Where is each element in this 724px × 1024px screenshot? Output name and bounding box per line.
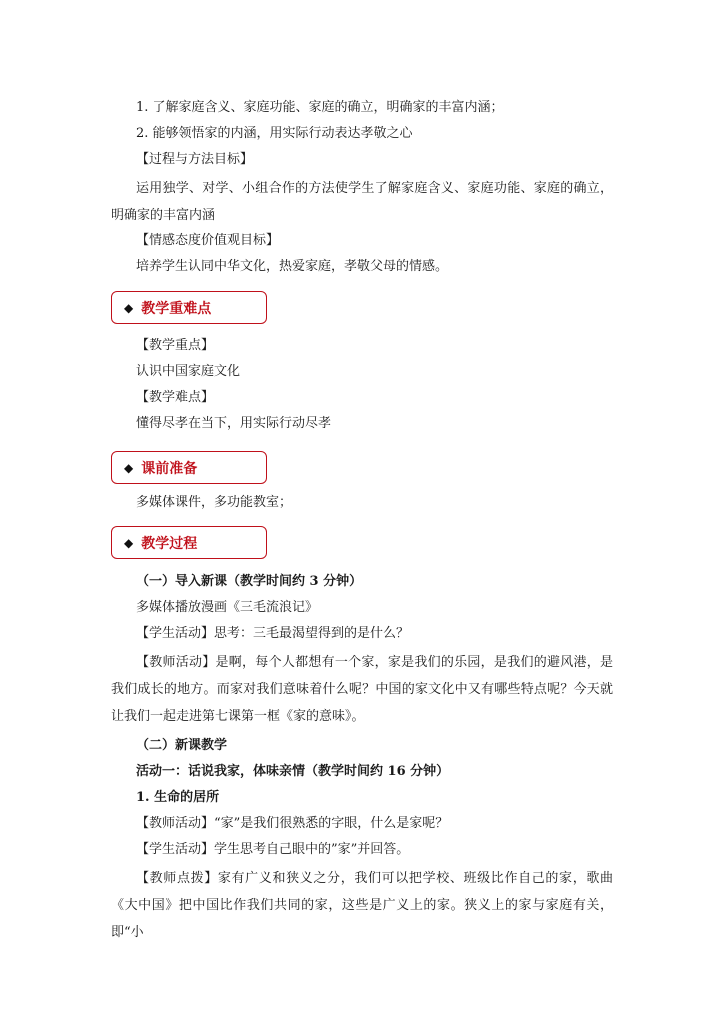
preparation-text: 多媒体课件，多功能教室； (136, 495, 293, 510)
section-header-preparation (111, 451, 267, 484)
subsection-1-title: 1. 生命的居所 (136, 790, 220, 805)
subsection-1-teacher: 【教师活动】“家”是我们很熟悉的字眼，什么是家呢？ (136, 816, 449, 831)
diamond-icon: ◆ (124, 300, 134, 315)
subsection-1-point: 【教师点拨】家有广义和狭义之分，我们可以把学校、班级比作自己的家，歌曲《大中国》把中国比作我们共同的家，这些是广义上的家。狭义上的家与家庭有关，即“小 (111, 871, 613, 940)
activity-1-title: 活动一：话说我家，体味亲情（教学时间约 16 分钟） (136, 764, 450, 779)
subsection-1-student: 【学生活动】学生思考自己眼中的”家”并回答。 (136, 842, 410, 857)
teaching-difficulty-text: 懂得尽孝在当下，用实际行动尽孝 (136, 416, 332, 431)
teaching-focus-header: 【教学重点】 (136, 338, 215, 353)
teaching-focus-text: 认识中国家庭文化 (136, 364, 241, 379)
process-method-header: 【过程与方法目标】 (136, 152, 254, 167)
intro-section-title: （一）导入新课（教学时间约 3 分钟） (136, 574, 363, 589)
section-header-key-points (111, 291, 267, 324)
diamond-icon: ◆ (124, 460, 134, 475)
emotion-text: 培养学生认同中华文化，热爱家庭，孝敬父母的情感。 (136, 259, 449, 274)
section-title: 教学重难点 (141, 300, 212, 317)
objective-item-2: 2. 能够领悟家的内涵，用实际行动表达孝敬之心 (136, 126, 413, 141)
new-lesson-title: （二）新课教学 (136, 738, 228, 753)
emotion-header: 【情感态度价值观目标】 (136, 233, 280, 248)
objective-item-1: 1. 了解家庭含义、家庭功能、家庭的确立，明确家的丰富内涵； (136, 100, 504, 115)
intro-teacher-activity: 【教师活动】是啊，每个人都想有一个家，家是我们的乐园，是我们的避风港，是我们成长的地方。而家对我们意味着什么呢？中国的家文化中又有哪些特点呢？今天就让我们一起走进第七课第一框《家的意味》。 (111, 655, 613, 724)
diamond-icon: ◆ (124, 535, 134, 550)
section-title: 教学过程 (141, 535, 198, 552)
teaching-difficulty-header: 【教学难点】 (136, 390, 215, 405)
intro-line-1: 多媒体播放漫画《三毛流浪记》 (136, 600, 319, 615)
intro-student-activity: 【学生活动】思考：三毛最渴望得到的是什么？ (136, 626, 410, 641)
section-title: 课前准备 (141, 460, 198, 477)
section-header-process (111, 526, 267, 559)
process-method-text: 运用独学、对学、小组合作的方法使学生了解家庭含义、家庭功能、家庭的确立，明确家的丰富内涵 (111, 181, 613, 223)
